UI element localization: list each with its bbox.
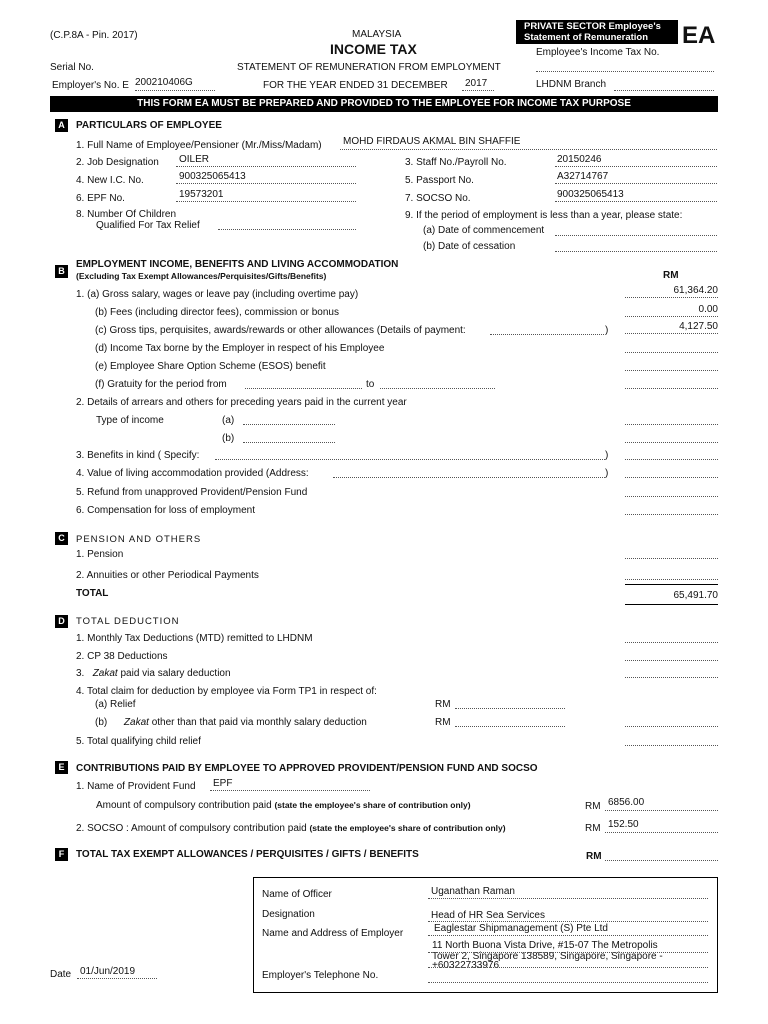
income-1b-label: (b) Fees (including director fees), commission or bonus bbox=[95, 307, 339, 318]
ea-box-line1: PRIVATE SECTOR Employee's bbox=[524, 21, 661, 32]
employee-name: MOHD FIRDAUS AKMAL BIN SHAFFIE bbox=[343, 136, 521, 147]
passport-value: A32714767 bbox=[557, 171, 609, 182]
section-d-badge: D bbox=[55, 615, 68, 628]
section-e-title: CONTRIBUTIONS PAID BY EMPLOYEE TO APPROVED PROVIDENT/PENSION FUND AND SOCSO bbox=[76, 763, 538, 774]
date-label: Date bbox=[50, 969, 72, 980]
banner-text: THIS FORM EA MUST BE PREPARED AND PROVIDED TO THE EMPLOYEE FOR INCOME TAX PURPOSE bbox=[137, 98, 631, 109]
income-1b-value: 0.00 bbox=[698, 304, 718, 315]
tax-no-label: Employee's Income Tax No. bbox=[536, 47, 660, 58]
income-1a-label: 1. (a) Gross salary, wages or leave pay (including overtime pay) bbox=[76, 289, 359, 300]
ic-label: 4. New I.C. No. bbox=[76, 175, 144, 186]
socso-no-label: 7. SOCSO No. bbox=[405, 193, 471, 204]
total-value: 65,491.70 bbox=[673, 590, 718, 601]
income-1c-label: (c) Gross tips, perquisites, awards/rewards or other allowances (Details of payment: bbox=[95, 325, 466, 336]
income-6-label: 6. Compensation for loss of employment bbox=[76, 505, 255, 516]
income-1f-label: (f) Gratuity for the period from bbox=[95, 379, 227, 390]
child-relief-label: 5. Total qualifying child relief bbox=[76, 736, 201, 747]
year-value: 2017 bbox=[465, 78, 488, 89]
section-f-title: TOTAL TAX EXEMPT ALLOWANCES / PERQUISITES / GIFTS / BENEFITS bbox=[76, 849, 419, 860]
epf-amount-label bbox=[96, 800, 471, 811]
serial-label: Serial No. bbox=[50, 62, 94, 73]
employer-name: Eaglestar Shipmanagement (S) Pte Ltd bbox=[434, 923, 608, 934]
employer-address-line1: 11 North Buona Vista Drive, #15-07 The Metropolis bbox=[432, 940, 658, 951]
socso-amount-label bbox=[76, 823, 506, 834]
epf-amount-text: Amount of compulsory contribution paid bbox=[96, 800, 272, 811]
income-5-label: 5. Refund from unapproved Provident/Pension Fund bbox=[76, 487, 308, 498]
income-1c-value: 4,127.50 bbox=[679, 321, 718, 332]
employer-address-label: Name and Address of Employer bbox=[262, 928, 404, 939]
zakat-other-rm: RM bbox=[435, 717, 451, 728]
passport-label: 5. Passport No. bbox=[405, 175, 474, 186]
cp38-label: 2. CP 38 Deductions bbox=[76, 651, 168, 662]
job-label: 2. Job Designation bbox=[76, 157, 159, 168]
officer-box bbox=[253, 877, 718, 993]
section-b-subtitle: (Excluding Tax Exempt Allowances/Perquisites/Gifts/Benefits) bbox=[76, 271, 327, 281]
ic-value: 900325065413 bbox=[179, 171, 246, 182]
period-label: 9. If the period of employment is less than a year, please state: bbox=[405, 210, 683, 221]
pension-label: 1. Pension bbox=[76, 549, 124, 560]
tp1-label: 4. Total claim for deduction by employee via Form TP1 in respect of: bbox=[76, 686, 377, 697]
country-label: MALAYSIA bbox=[352, 29, 402, 40]
employee-name-label: 1. Full Name of Employee/Pensioner (Mr./Miss/Madam) bbox=[76, 140, 322, 151]
section-b-badge: B bbox=[55, 265, 68, 278]
section-c-badge: C bbox=[55, 532, 68, 545]
year-line: FOR THE YEAR ENDED 31 DECEMBER bbox=[263, 80, 448, 91]
total-line bbox=[625, 584, 718, 585]
form-code: (C.P.8A - Pin. 2017) bbox=[50, 30, 138, 41]
phone-label: Employer's Telephone No. bbox=[262, 970, 379, 981]
income-type-label: Type of income bbox=[96, 415, 164, 426]
income-1e-label: (e) Employee Share Option Scheme (ESOS) benefit bbox=[95, 361, 326, 372]
socso-amount-value: 152.50 bbox=[608, 819, 639, 830]
section-b-title: EMPLOYMENT INCOME, BENEFITS AND LIVING ACCOMMODATION bbox=[76, 259, 399, 270]
zakat-num: 3. bbox=[76, 668, 85, 679]
epf-amount-note: (state the employee's share of contribution only) bbox=[274, 800, 471, 810]
paren-close: ) bbox=[605, 468, 609, 479]
income-1f-to: to bbox=[366, 379, 375, 390]
employer-no: 200210406G bbox=[135, 77, 193, 88]
designation-label: Designation bbox=[262, 909, 315, 920]
mtd-label: 1. Monthly Tax Deductions (MTD) remitted to LHDNM bbox=[76, 633, 313, 644]
zakat-salary-label bbox=[76, 668, 231, 679]
job-value: OILER bbox=[179, 154, 210, 165]
ea-code: EA bbox=[682, 22, 716, 49]
total-label: TOTAL bbox=[76, 588, 109, 599]
income-1d-label: (d) Income Tax borne by the Employer in respect of his Employee bbox=[95, 343, 385, 354]
branch-label: LHDNM Branch bbox=[536, 79, 607, 90]
income-4-label: 4. Value of living accommodation provided (Address: bbox=[76, 468, 309, 479]
section-f-badge: F bbox=[55, 848, 68, 861]
zakat-other-word: Zakat bbox=[123, 717, 149, 728]
employer-address-line2: Tower 2, Singapore 138589, Singapore, Singapore - bbox=[432, 951, 663, 962]
staff-value: 20150246 bbox=[557, 154, 602, 165]
income-2-label: 2. Details of arrears and others for preceding years paid in the current year bbox=[76, 397, 407, 408]
page-title: INCOME TAX bbox=[330, 41, 417, 57]
zakat-other-num: (b) bbox=[95, 717, 108, 728]
section-d-title: TOTAL DEDUCTION bbox=[76, 616, 180, 627]
section-a-title: PARTICULARS OF EMPLOYEE bbox=[76, 120, 222, 131]
zakat-word: Zakat bbox=[92, 668, 118, 679]
instruction-banner bbox=[50, 96, 718, 112]
provident-fund-name: EPF bbox=[213, 778, 233, 789]
epf-no-value: 19573201 bbox=[179, 189, 224, 200]
ea-header-box bbox=[516, 20, 678, 44]
epf-rm: RM bbox=[585, 801, 601, 812]
section-e-badge: E bbox=[55, 761, 68, 774]
commencement-label: (a) Date of commencement bbox=[423, 225, 545, 236]
rm-header: RM bbox=[663, 270, 679, 281]
income-2a-label: (a) bbox=[222, 415, 235, 426]
relief-label: (a) Relief bbox=[95, 699, 136, 710]
employer-no-label: Employer's No. E bbox=[52, 80, 129, 91]
socso-no-value: 900325065413 bbox=[557, 189, 624, 200]
paren-close: ) bbox=[605, 325, 609, 336]
paren-close: ) bbox=[605, 450, 609, 461]
provident-fund-label: 1. Name of Provident Fund bbox=[76, 781, 196, 792]
zakat-other-rest: other than that paid via monthly salary deduction bbox=[151, 717, 367, 728]
epf-amount-value: 6856.00 bbox=[608, 797, 645, 808]
officer-name-label: Name of Officer bbox=[262, 889, 332, 900]
total-underline bbox=[625, 604, 718, 605]
section-c-title: PENSION AND OTHERS bbox=[76, 534, 202, 545]
section-a-badge: A bbox=[55, 119, 68, 132]
statement-subtitle: STATEMENT OF REMUNERATION FROM EMPLOYMENT bbox=[237, 62, 501, 73]
income-3-label: 3. Benefits in kind ( Specify: bbox=[76, 450, 200, 461]
relief-rm: RM bbox=[435, 699, 451, 710]
income-2b-label: (b) bbox=[222, 433, 235, 444]
officer-name: Uganathan Raman bbox=[431, 886, 515, 897]
cessation-label: (b) Date of cessation bbox=[423, 241, 516, 252]
designation-value: Head of HR Sea Services bbox=[431, 910, 545, 921]
socso-rm: RM bbox=[585, 823, 601, 834]
staff-label: 3. Staff No./Payroll No. bbox=[405, 157, 507, 168]
income-1a-value: 61,364.20 bbox=[673, 285, 718, 296]
children-label: 8. Number Of Children bbox=[76, 209, 177, 220]
zakat-other-label bbox=[95, 717, 367, 728]
epf-no-label: 6. EPF No. bbox=[76, 193, 125, 204]
section-f-rm: RM bbox=[586, 851, 602, 862]
date-value: 01/Jun/2019 bbox=[80, 966, 136, 977]
ea-box-line2: Statement of Remuneration bbox=[524, 32, 649, 43]
children-label-2: Qualified For Tax Relief bbox=[96, 220, 200, 231]
zakat-rest: paid via salary deduction bbox=[120, 668, 231, 679]
socso-amount-text: 2. SOCSO : Amount of compulsory contribution paid bbox=[76, 823, 307, 834]
socso-amount-note: (state the employee's share of contribution only) bbox=[309, 823, 506, 833]
annuities-label: 2. Annuities or other Periodical Payments bbox=[76, 570, 259, 581]
employer-phone: +60322733976 bbox=[432, 960, 500, 971]
